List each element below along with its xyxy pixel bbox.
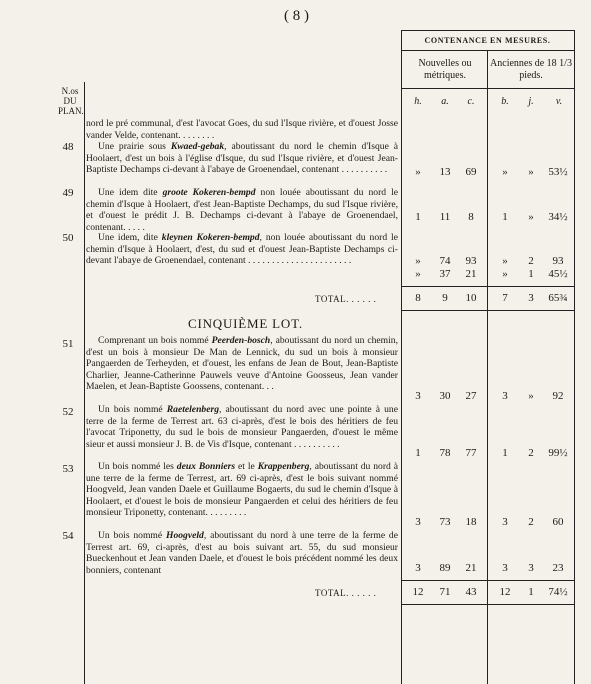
unit-v: v.: [555, 96, 563, 107]
measure-value: 92: [552, 390, 564, 402]
unit-h: h.: [414, 96, 422, 107]
measure-value: 27: [465, 390, 477, 402]
plan-number: 51: [62, 338, 74, 350]
measure-value: 18: [465, 516, 477, 528]
parcel-name: Krappenberg: [257, 461, 310, 472]
rule-total2-top: [401, 580, 575, 581]
header-nouvelles: Nouvelles ou métriques.: [418, 58, 472, 81]
measure-value: 60: [552, 516, 564, 528]
rule-mid: [487, 50, 488, 684]
entry-52: Un bois nommé Raetelenberg, aboutissant du nord avec une pointe à une terre de la ferme de Terrest art. 63 ci-après, d'est le bois des héritiers de feu l'avocat Triponetty, du sud le bois de monsieur Pangaerden, d'ouest le même sieur et aussi monsieur J. B. de Vis d'Isque, contenant . . . . . . . . . .: [86, 404, 398, 450]
lot-title: CINQUIÈME LOT.: [188, 316, 303, 331]
unit-j: j.: [528, 96, 534, 107]
measure-value: 3: [415, 516, 421, 528]
measure-value: 11: [439, 211, 451, 223]
measure-value: 45½: [548, 268, 568, 280]
total-value: 1: [528, 586, 534, 598]
measure-value: »: [528, 211, 534, 223]
measure-value: 2: [528, 516, 534, 528]
unit-c: c.: [467, 96, 475, 107]
measure-value: 34½: [548, 211, 568, 223]
measure-value: 23: [552, 562, 564, 574]
rule-left: [401, 30, 402, 684]
measure-value: 37: [439, 268, 451, 280]
entry-53: Un bois nommé les deux Bonniers et le Krappenberg, aboutissant du nord à une terre de la ferme de Terrest, art. 69 ci-après, d'est le bois suivant nommé Hoogveld, Jean vanden Daele et Guillaume Bogaerts, du sud le chemin d'Isque à Hoolaert, et d'ouest le bois de monsieur Pangaerden et celui des héritiers de feu monsieur Triponetty, contenant. . . . . . . . .: [86, 461, 399, 519]
measure-value: 93: [552, 255, 564, 267]
measure-value: 74: [439, 255, 451, 267]
rule-total1-bottom: [401, 310, 575, 311]
total-value: 9: [442, 292, 448, 304]
measure-value: 13: [439, 166, 451, 178]
measure-value: »: [415, 268, 421, 280]
entry-54: Un bois nommé Hoogveld, aboutissant du nord à une terre de la ferme de Terrest art. 69, ci-après, d'est au bois suivant art. 55, du sud monsieur Bueckenhout et Jean vanden Daele, et d'ouest le bois précédent nommé les deux bonniers, contenant: [86, 530, 398, 576]
plan-number: 54: [62, 530, 74, 542]
parcel-name: deux Bonniers: [176, 461, 236, 472]
unit-b: b.: [501, 96, 509, 107]
page-number: ( 8 ): [284, 8, 309, 24]
total-value: 74½: [548, 586, 568, 598]
entry-49: Une idem dite groote Kokeren-bempd non louée aboutissant du nord le chemin d'Isque à Hoolaert, d'est Jean-Baptiste Dechamps, du sud l'Isque rivière, et d'ouest le prédit J. B. Dechamps ci-devant à l'abaye de Groenendael, contenant. . . . .: [86, 187, 399, 233]
parcel-name: groote Kokeren-bempd: [162, 187, 256, 198]
nplan-label: N.os DU PLAN.: [58, 86, 84, 116]
rule-total2-bottom: [401, 604, 575, 605]
entry-text: nord le pré communal, d'est l'avocat Goes, du sud l'Isque rivière, et d'ouest Josse vander Velde, contenant. . . . . . . .: [86, 118, 398, 141]
entry-48: Une prairie sous Kwaed-gebak, aboutissant du nord le chemin d'Isque à Hoolaert, d'est un bois à l'église d'Isque, du sud l'Isque rivière, et d'ouest Jean-Baptiste Dechamps ci-devant à l'abaye de Groenendael, contenant . . . . . . . . . .: [86, 141, 398, 176]
measure-value: »: [502, 268, 508, 280]
plan-number: 49: [62, 187, 74, 199]
total-value: 10: [465, 292, 477, 304]
total-label: TOTAL. . . . . .: [315, 588, 377, 598]
plan-number: 50: [62, 232, 74, 244]
measure-value: 30: [439, 390, 451, 402]
measure-value: 3: [415, 390, 421, 402]
total-value: 12: [499, 586, 511, 598]
measure-value: 2: [528, 255, 534, 267]
rule-plan-left: [84, 82, 85, 684]
total-label: TOTAL. . . . . .: [315, 294, 377, 304]
total-value: 3: [528, 292, 534, 304]
plan-number: 52: [62, 406, 74, 418]
measure-value: 73: [439, 516, 451, 528]
measure-value: 3: [415, 562, 421, 574]
measure-value: 3: [502, 516, 508, 528]
rule-header: [401, 50, 575, 51]
measure-value: 1: [502, 447, 508, 459]
rule-right: [574, 30, 575, 684]
measure-value: 99½: [548, 447, 568, 459]
rule-top: [401, 30, 575, 31]
measure-value: 1: [415, 447, 421, 459]
measure-value: 1: [528, 268, 534, 280]
measure-value: 8: [468, 211, 474, 223]
measure-value: »: [415, 255, 421, 267]
unit-a: a.: [441, 96, 449, 107]
measure-value: 77: [465, 447, 477, 459]
measure-value: 1: [502, 211, 508, 223]
measure-value: 3: [528, 562, 534, 574]
total-value: 8: [415, 292, 421, 304]
measure-value: »: [502, 166, 508, 178]
parcel-name: Peerden-bosch: [211, 335, 271, 346]
measure-value: »: [502, 255, 508, 267]
parcel-name: Hoogveld: [166, 530, 204, 541]
measure-value: 21: [465, 268, 477, 280]
total-value: 71: [439, 586, 451, 598]
total-value: 65¾: [548, 292, 568, 304]
parcel-name: kleynen Kokeren-bempd: [161, 232, 260, 243]
total-value: 43: [465, 586, 477, 598]
measure-value: 21: [465, 562, 477, 574]
entry-50: Une idem, dite kleynen Kokeren-bempd, non louée aboutissant du nord le chemin d'Isque à Hoolaert, d'est, du sud et d'ouest Jean-Baptiste Dechamps ci-devant l'abaye de Groenendael, contenant . . . . . . . . . . . . . . . . . . . . . .: [86, 232, 398, 267]
measure-value: 2: [528, 447, 534, 459]
header-title: CONTENANCE EN MESURES.: [424, 36, 551, 45]
measure-value: 93: [465, 255, 477, 267]
measure-value: 53½: [548, 166, 568, 178]
measure-value: »: [528, 390, 534, 402]
measure-value: 78: [439, 447, 451, 459]
measure-value: »: [415, 166, 421, 178]
total-value: 12: [412, 586, 424, 598]
entry-continuation: [86, 118, 398, 141]
measure-value: 89: [439, 562, 451, 574]
measure-value: 1: [415, 211, 421, 223]
measure-value: 3: [502, 390, 508, 402]
header-anciennes: Anciennes de 18 1/3 pieds.: [490, 58, 572, 81]
plan-number: 48: [62, 141, 74, 153]
measure-value: 69: [465, 166, 477, 178]
total-value: 7: [502, 292, 508, 304]
rule-total1-top: [401, 286, 575, 287]
measure-value: 3: [502, 562, 508, 574]
entry-51: Comprenant un bois nommé Peerden-bosch, aboutissant du nord un chemin, d'est un bois à monsieur De Man de Lennick, du sud un bois à monsieur Pangaerden de Terheyden, et d'ouest, les enfans de Jean de Bout, Jean-Baptiste Charlier, Jeanne-Catherinne Pauwels veuve d'Antoine Goosseus, Jean vander Maelen, et Jean-Baptiste Goossens, contenant. . .: [86, 335, 399, 393]
measure-value: »: [528, 166, 534, 178]
parcel-name: Kwaed-gebak: [170, 141, 225, 152]
plan-number: 53: [62, 463, 74, 475]
parcel-name: Raetelenberg: [166, 404, 219, 415]
rule-units: [401, 88, 575, 89]
